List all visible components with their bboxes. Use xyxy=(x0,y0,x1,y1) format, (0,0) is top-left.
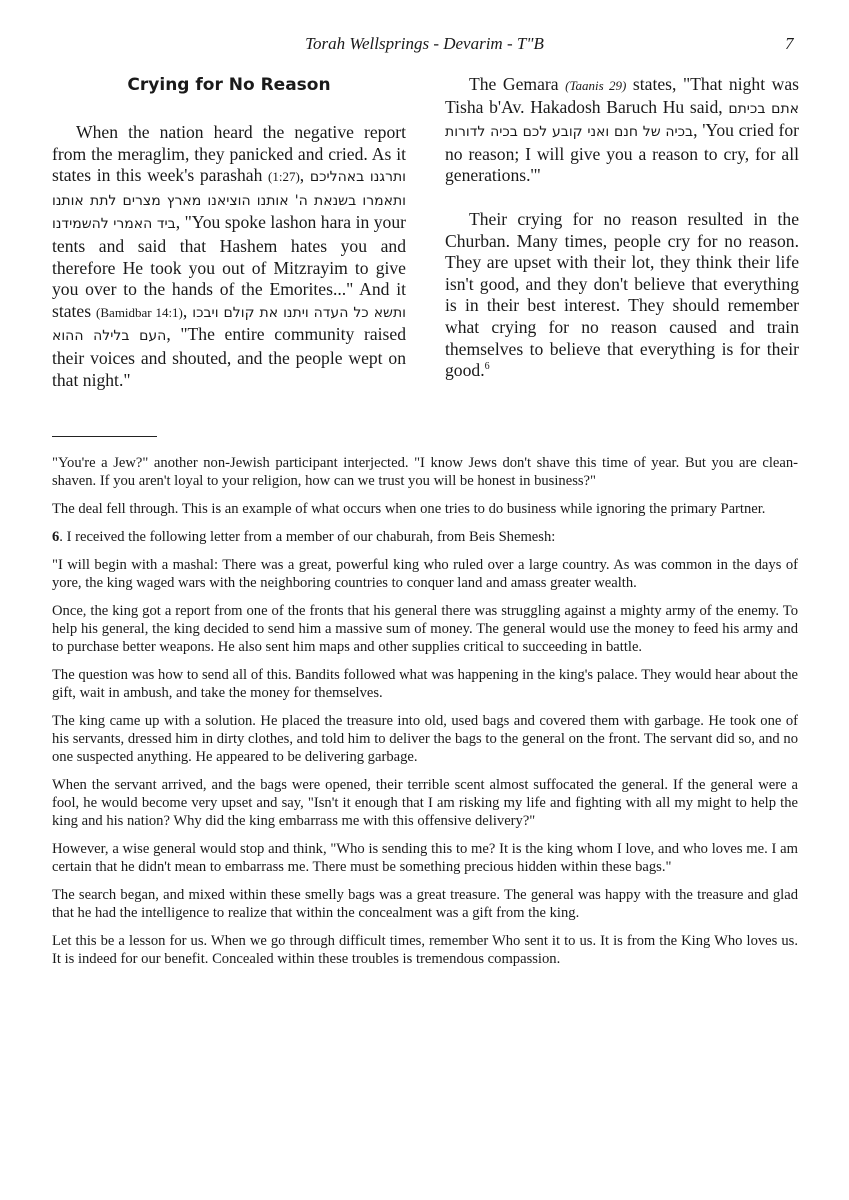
text: , "You spoke lashon hara in your tents and said that Hashem hates you and therefore He took you out of Mitzrayim to give you over to the hands of the Emorites..." And it states xyxy=(52,212,406,321)
running-header: Torah Wellsprings - Devarim - T"B xyxy=(305,34,544,53)
footnotes xyxy=(52,454,798,978)
footnote-paragraph: However, a wise general would stop and think, "Who is sending this to me? It is the king whom I love, and who loves me. I am certain that he didn't mean to embarrass me. There must be something precious hidden within these bags." xyxy=(52,841,798,875)
footnote-marker[interactable]: 6 xyxy=(484,361,490,373)
text: , "The entire community raised their voices and shouted, and the people wept on that night." xyxy=(52,324,406,390)
hebrew-quote: ותשא כל העדה ויתנו את קולם ויבכו העם בלילה ההוא xyxy=(52,304,406,345)
text: states, "That night was Tisha b'Av. Hakadosh Baruch Hu said, xyxy=(445,74,800,117)
text: , xyxy=(182,300,193,321)
text: The Gemara xyxy=(469,74,566,94)
hebrew-quote: ותרגנו באהליכם ותאמרו בשנאת ה' אותנו הוציאנו מארץ מצרים לתת אותנו ביד האמרי להשמידנו xyxy=(52,169,406,233)
footnote-paragraph xyxy=(52,528,798,546)
footnote-separator xyxy=(52,436,157,437)
footnote-paragraph: The search began, and mixed within these smelly bags was a great treasure. The general was happy with the treasure and glad that he had the intelligence to realize that within the concealment was a gift from the king. xyxy=(52,887,798,921)
footnote-paragraph: "I will begin with a mashal: There was a great, powerful king who ruled over a large country. As was common in the days of yore, the king waged wars with the neighboring countries to conquer land and amass greater wealth. xyxy=(52,557,798,591)
text: , xyxy=(299,165,310,186)
footnote-paragraph: When the servant arrived, and the bags were opened, their terrible scent almost suffocated the general. If the general were a fool, he would become very upset and say, "Isn't it enough that I am risking my life and fighting with all my might to help the king and his nation? Why did the king embarrass me with this offensive delivery?" xyxy=(52,777,798,829)
paragraph xyxy=(445,74,799,187)
paragraph xyxy=(445,209,799,382)
hebrew-quote: אתם בכיתם בכיה של חנם ואני קובע לכם בכיה לדורות xyxy=(445,100,800,141)
source-ref: (Taanis 29) xyxy=(565,78,627,93)
page-number: 7 xyxy=(785,34,794,53)
left-column xyxy=(52,74,406,391)
paragraph xyxy=(52,122,406,391)
footnote-paragraph: The question was how to send all of this. Bandits followed what was happening in the king's palace. They would hear about the gift, wait in ambush, and take the money for themselves. xyxy=(52,667,798,701)
right-column xyxy=(445,74,799,382)
source-ref: (Bamidbar 14:1) xyxy=(96,304,183,320)
footnote-paragraph: Once, the king got a report from one of the fronts that his general there was struggling against a mighty army of the enemy. To help his general, the king decided to send him a massive sum of money. The general would use the money to feed his army and to purchase better weapons. He also sent him maps and other supplies critical to succeeding in battle. xyxy=(52,603,798,655)
footnote-paragraph: The king came up with a solution. He placed the treasure into old, used bags and covered them with garbage. He took one of his servants, dressed him in dirty clothes, and told him to deliver the bags to the general on the front. The servant did so, and no one suspected anything. He appeared to be delivering garbage. xyxy=(52,713,798,765)
footnote-paragraph: The deal fell through. This is an example of what occurs when one tries to do business while ignoring the primary Partner. xyxy=(52,501,766,517)
text: When the nation heard the negative report from the meraglim, they panicked and cried. As it states in this week's parashah xyxy=(52,122,406,186)
text: Their crying for no reason resulted in the Churban. Many times, people cry for no reason. They are upset with their lot, they think their life isn't good, and they don't believe that everything is in their best interest. They should remember what crying for no reason caused and train themselves to believe that everything is for their good. xyxy=(445,208,799,381)
footnote-paragraph: "You're a Jew?" another non-Jewish participant interjected. "I know Jews don't shave this time of year. But you are clean-shaven. If you aren't loyal to your religion, how can we trust you will be honest in business?" xyxy=(52,455,798,489)
source-ref: (1:27) xyxy=(268,169,300,185)
section-heading: Crying for No Reason xyxy=(127,75,331,95)
footnote-paragraph: Let this be a lesson for us. When we go through difficult times, remember Who sent it to us. It is from the King Who loves us. It is indeed for our benefit. Concealed within these troubles is tremendous compassion. xyxy=(52,933,798,967)
text: . I received the following letter from a member of our chaburah, from Beis Shemesh: xyxy=(59,529,556,545)
text: , 'You cried for no reason; I will give you a reason to cry, for all generations.'" xyxy=(445,120,799,186)
footnote-number: 6 xyxy=(52,529,60,545)
